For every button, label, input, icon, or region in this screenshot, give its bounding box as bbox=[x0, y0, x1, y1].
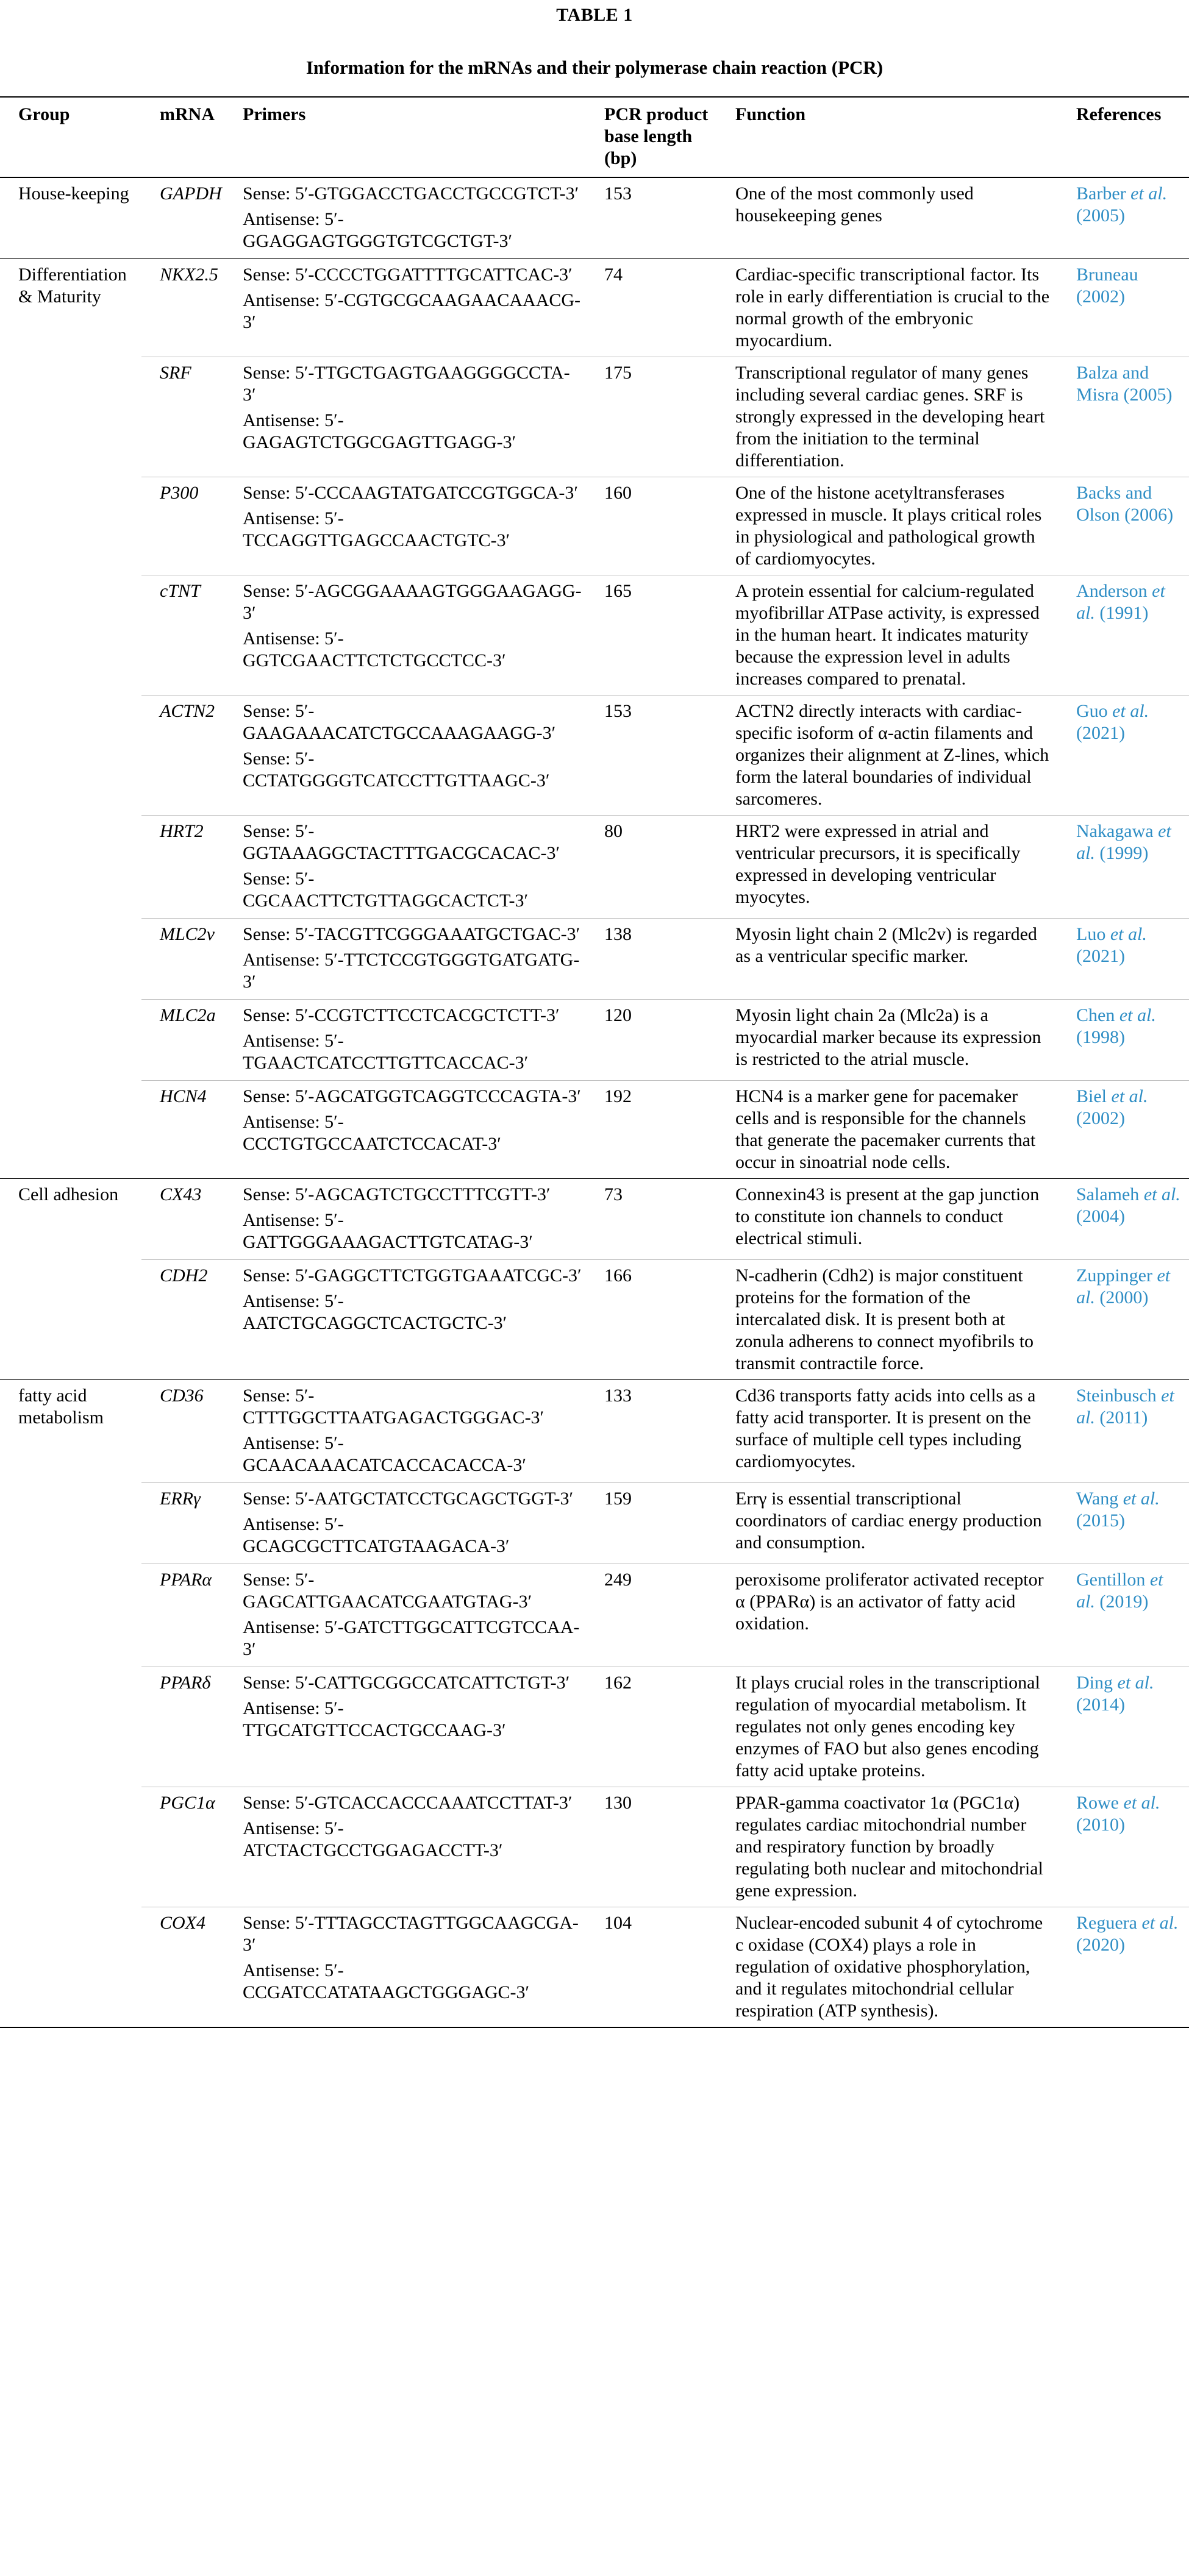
table-row bbox=[0, 1081, 1189, 1179]
reference-link[interactable] bbox=[1058, 1260, 1189, 1380]
ref-author: Steinbusch bbox=[1076, 1386, 1162, 1406]
group-cell bbox=[0, 696, 141, 816]
function-cell: One of the most commonly used housekeeping genes bbox=[717, 177, 1058, 259]
ref-author: Reguera bbox=[1076, 1913, 1142, 1933]
sense-primer: Sense: 5′-TACGTTCGGGAAATGCTGAC-3′ bbox=[243, 924, 580, 944]
table-row bbox=[0, 919, 1189, 1000]
ref-etal: et al. bbox=[1111, 1086, 1148, 1106]
pcr-length-cell: 166 bbox=[586, 1260, 717, 1380]
ref-etal: et al. bbox=[1117, 1673, 1154, 1693]
mrna-cell: HCN4 bbox=[141, 1081, 224, 1179]
group-cell: fatty acid metabolism bbox=[0, 1380, 141, 1483]
sense-primer: Sense: 5′-GGTAAAGGCTACTTTGACGCACAC-3′ bbox=[243, 821, 560, 863]
primers-cell bbox=[224, 1380, 586, 1483]
pcr-length-cell: 73 bbox=[586, 1179, 717, 1260]
sense-primer: Sense: 5′-GAGCATTGAACATCGAATGTAG-3′ bbox=[243, 1570, 532, 1612]
sense-primer: Sense: 5′-CATTGCGGCCATCATTCTGT-3′ bbox=[243, 1673, 570, 1693]
function-cell: N-cadherin (Cdh2) is major constituent proteins for the formation of the intercalated disk. It is present both at zonula adherens to connect myofibrils to transmit contractile force. bbox=[717, 1260, 1058, 1380]
ref-author: Guo bbox=[1076, 701, 1113, 721]
function-cell: HRT2 were expressed in atrial and ventricular precursors, it is specifically expressed in developing ventricular myocytes. bbox=[717, 816, 1058, 919]
group-cell bbox=[0, 1907, 141, 2028]
sense-primer: Sense: 5′-CTTTGGCTTAATGAGACTGGGAC-3′ bbox=[243, 1386, 545, 1428]
mrna-cell: CD36 bbox=[141, 1380, 224, 1483]
reference-link[interactable] bbox=[1058, 1000, 1189, 1081]
primers-cell bbox=[224, 177, 586, 259]
mrna-cell: ERRγ bbox=[141, 1483, 224, 1564]
pcr-length-cell: 162 bbox=[586, 1667, 717, 1787]
ref-etal: et al. bbox=[1130, 183, 1168, 204]
primers-cell bbox=[224, 1179, 586, 1260]
antisense-primer: Antisense: 5′-CCGATCCATATAAGCTGGGAGC-3′ bbox=[243, 1960, 530, 2002]
pcr-length-cell: 133 bbox=[586, 1380, 717, 1483]
pcr-length-cell: 120 bbox=[586, 1000, 717, 1081]
mrna-cell: PPARδ bbox=[141, 1667, 224, 1787]
pcr-length-cell: 159 bbox=[586, 1483, 717, 1564]
pcr-length-cell: 165 bbox=[586, 575, 717, 696]
ref-author: Salameh bbox=[1076, 1184, 1144, 1204]
ref-year: (2015) bbox=[1076, 1510, 1125, 1531]
ref-author: Biel bbox=[1076, 1086, 1112, 1106]
ref-etal: et al. bbox=[1110, 924, 1147, 944]
reference-link[interactable] bbox=[1058, 1380, 1189, 1483]
reference-link[interactable] bbox=[1058, 1667, 1189, 1787]
reference-link[interactable] bbox=[1058, 696, 1189, 816]
ref-author: Ding bbox=[1076, 1673, 1118, 1693]
mrna-cell: PGC1α bbox=[141, 1787, 224, 1907]
primers-cell bbox=[224, 919, 586, 1000]
ref-author: Gentillon bbox=[1076, 1570, 1150, 1590]
function-cell: Connexin43 is present at the gap junction to constitute ion channels to conduct electrical stimuli. bbox=[717, 1179, 1058, 1260]
ref-year: (2002) bbox=[1076, 1108, 1125, 1128]
pcr-length-cell: 153 bbox=[586, 177, 717, 259]
antisense-primer: Antisense: 5′-GGTCGAACTTCTCTGCCTCC-3′ bbox=[243, 628, 506, 671]
group-cell bbox=[0, 1564, 141, 1667]
group-cell: Cell adhesion bbox=[0, 1179, 141, 1260]
function-cell: It plays crucial roles in the transcriptional regulation of myocardial metabolism. It regulates not only genes encoding key enzymes of FAO but also genes encoding fatty acid uptake proteins. bbox=[717, 1667, 1058, 1787]
ref-year: (2004) bbox=[1076, 1206, 1125, 1226]
header-pcr-length: PCR product base length (bp) bbox=[604, 104, 709, 168]
ref-year: (2021) bbox=[1076, 723, 1125, 743]
pcr-length-cell: 130 bbox=[586, 1787, 717, 1907]
primers-cell bbox=[224, 696, 586, 816]
ref-etal: et al. bbox=[1076, 581, 1165, 623]
table-row bbox=[0, 1179, 1189, 1260]
ref-etal: et al. bbox=[1112, 701, 1149, 721]
antisense-primer: Antisense: 5′-TGAACTCATCCTTGTTCACCAC-3′ bbox=[243, 1031, 529, 1073]
function-cell: HCN4 is a marker gene for pacemaker cells and is responsible for the channels that generate the pacemaker currents that occur in sinoatrial node cells. bbox=[717, 1081, 1058, 1179]
pcr-length-cell: 160 bbox=[586, 477, 717, 575]
ref-year: (2010) bbox=[1076, 1815, 1125, 1835]
reference-link[interactable] bbox=[1058, 259, 1189, 357]
mrna-pcr-table bbox=[0, 96, 1189, 2028]
ref-year: (2020) bbox=[1076, 1935, 1125, 1955]
table-row bbox=[0, 357, 1189, 477]
primers-cell bbox=[224, 575, 586, 696]
antisense-primer: Antisense: 5′-TTCTCCGTGGGTGATGATG-3′ bbox=[243, 950, 580, 992]
function-cell: ACTN2 directly interacts with cardiac-specific isoform of α-actin filaments and organizes their alignment at Z-lines, which form the lateral boundaries of individual sarcomeres. bbox=[717, 696, 1058, 816]
pcr-length-cell: 192 bbox=[586, 1081, 717, 1179]
ref-author: Wang bbox=[1076, 1489, 1123, 1509]
antisense-primer: Antisense: 5′-GCAACAAACATCACCACACCA-3′ bbox=[243, 1433, 526, 1475]
mrna-cell: CDH2 bbox=[141, 1260, 224, 1380]
header-mrna: mRNA bbox=[160, 104, 215, 124]
reference-link[interactable] bbox=[1058, 1179, 1189, 1260]
sense-primer: Sense: 5′-AGCATGGTCAGGTCCCAGTA-3′ bbox=[243, 1086, 581, 1106]
antisense-primer: Antisense: 5′-GCAGCGCTTCATGTAAGACA-3′ bbox=[243, 1514, 510, 1556]
reference-link[interactable] bbox=[1058, 1081, 1189, 1179]
primers-cell bbox=[224, 1000, 586, 1081]
ref-etal: et al. bbox=[1123, 1489, 1160, 1509]
ref-year: (1998) bbox=[1076, 1027, 1125, 1047]
group-cell bbox=[0, 919, 141, 1000]
reference-link[interactable] bbox=[1058, 177, 1189, 259]
antisense-primer: Sense: 5′-CGCAACTTCTGTTAGGCACTCT-3′ bbox=[243, 869, 529, 911]
table-row bbox=[0, 177, 1189, 259]
ref-etal: et al. bbox=[1076, 1570, 1163, 1612]
table-label: TABLE 1 bbox=[556, 5, 633, 25]
ref-author: Rowe bbox=[1076, 1793, 1124, 1813]
ref-author: Chen bbox=[1076, 1005, 1119, 1025]
sense-primer: Sense: 5′-CCCCTGGATTTTGCATTCAC-3′ bbox=[243, 265, 573, 285]
sense-primer: Sense: 5′-TTGCTGAGTGAAGGGGCCTA-3′ bbox=[243, 363, 570, 405]
antisense-primer: Antisense: 5′-GAGAGTCTGGCGAGTTGAGG-3′ bbox=[243, 410, 516, 452]
sense-primer: Sense: 5′-GAAGAAACATCTGCCAAAGAAGG-3′ bbox=[243, 701, 556, 743]
function-cell: Cardiac-specific transcriptional factor. Its role in early differentiation is crucial to the normal growth of the embryonic myocardium. bbox=[717, 259, 1058, 357]
group-cell bbox=[0, 1667, 141, 1787]
table-row bbox=[0, 477, 1189, 575]
ref-etal: et al. bbox=[1123, 1793, 1160, 1813]
table-header-row bbox=[0, 97, 1189, 177]
ref-year: (2011) bbox=[1094, 1407, 1148, 1428]
primers-cell bbox=[224, 1667, 586, 1787]
mrna-cell: GAPDH bbox=[141, 177, 224, 259]
ref-etal: et al. bbox=[1076, 1265, 1171, 1308]
table-row bbox=[0, 259, 1189, 357]
table-row bbox=[0, 816, 1189, 919]
reference-link[interactable] bbox=[1058, 575, 1189, 696]
sense-primer: Sense: 5′-AGCGGAAAAGTGGGAAGAGG-3′ bbox=[243, 581, 582, 623]
reference-link[interactable] bbox=[1058, 816, 1189, 919]
group-cell: Differentiation & Maturity bbox=[0, 259, 141, 357]
reference-link[interactable] bbox=[1058, 1787, 1189, 1907]
antisense-primer: Antisense: 5′-TCCAGGTTGAGCCAACTGTC-3′ bbox=[243, 508, 510, 550]
table-title: Information for the mRNAs and their polymerase chain reaction (PCR) bbox=[305, 57, 884, 78]
sense-primer: Sense: 5′-AATGCTATCCTGCAGCTGGT-3′ bbox=[243, 1489, 574, 1509]
ref-year: (1991) bbox=[1094, 603, 1149, 623]
group-cell bbox=[0, 575, 141, 696]
mrna-cell: PPARα bbox=[141, 1564, 224, 1667]
table-row bbox=[0, 1000, 1189, 1081]
ref-author: Balza and Misra (2005) bbox=[1076, 363, 1173, 405]
primers-cell bbox=[224, 1483, 586, 1564]
group-cell bbox=[0, 1081, 141, 1179]
header-function: Function bbox=[735, 104, 806, 124]
pcr-length-cell: 153 bbox=[586, 696, 717, 816]
ref-etal: et al. bbox=[1076, 1386, 1174, 1428]
header-references: References bbox=[1076, 104, 1162, 124]
group-cell bbox=[0, 1000, 141, 1081]
antisense-primer: Sense: 5′-CCTATGGGGTCATCCTTGTTAAGC-3′ bbox=[243, 749, 550, 791]
primers-cell bbox=[224, 477, 586, 575]
pcr-length-cell: 138 bbox=[586, 919, 717, 1000]
mrna-cell: MLC2v bbox=[141, 919, 224, 1000]
antisense-primer: Antisense: 5′-AATCTGCAGGCTCACTGCTC-3′ bbox=[243, 1291, 507, 1333]
pcr-length-cell: 249 bbox=[586, 1564, 717, 1667]
ref-year: (2021) bbox=[1076, 946, 1125, 966]
table-row bbox=[0, 575, 1189, 696]
function-cell: A protein essential for calcium-regulated myofibrillar ATPase activity, is expressed in the human heart. It indicates maturity because the expression level in adults increases compared to prenatal. bbox=[717, 575, 1058, 696]
reference-link[interactable] bbox=[1058, 1483, 1189, 1564]
pcr-length-cell: 80 bbox=[586, 816, 717, 919]
sense-primer: Sense: 5′-GAGGCTTCTGGTGAAATCGC-3′ bbox=[243, 1265, 582, 1286]
pcr-length-cell: 74 bbox=[586, 259, 717, 357]
header-group: Group bbox=[18, 104, 70, 124]
group-cell bbox=[0, 816, 141, 919]
ref-author: Zuppinger bbox=[1076, 1265, 1157, 1286]
mrna-cell: ACTN2 bbox=[141, 696, 224, 816]
primers-cell bbox=[224, 1787, 586, 1907]
ref-etal: et al. bbox=[1076, 821, 1171, 863]
ref-year: (1999) bbox=[1094, 843, 1149, 863]
primers-cell bbox=[224, 1260, 586, 1380]
header-primers: Primers bbox=[243, 104, 306, 124]
ref-author: Bruneau (2002) bbox=[1076, 265, 1138, 307]
table-body bbox=[0, 177, 1189, 2027]
ref-author: Luo bbox=[1076, 924, 1110, 944]
table-row bbox=[0, 1380, 1189, 1483]
reference-link[interactable] bbox=[1058, 1907, 1189, 2028]
sense-primer: Sense: 5′-TTTAGCCTAGTTGGCAAGCGA-3′ bbox=[243, 1913, 579, 1955]
ref-author: Anderson bbox=[1076, 581, 1152, 601]
table-row bbox=[0, 1907, 1189, 2028]
antisense-primer: Antisense: 5′-GATTGGGAAAGACTTGTCATAG-3′ bbox=[243, 1210, 533, 1252]
sense-primer: Sense: 5′-GTCACCACCCAAATCCTTAT-3′ bbox=[243, 1793, 573, 1813]
reference-link[interactable] bbox=[1058, 919, 1189, 1000]
antisense-primer: Antisense: 5′-GATCTTGGCATTCGTCCAA-3′ bbox=[243, 1617, 580, 1659]
mrna-cell: MLC2a bbox=[141, 1000, 224, 1081]
function-cell: Nuclear-encoded subunit 4 of cytochrome c oxidase (COX4) plays a role in regulation of oxidative phosphorylation, and it regulates mitochondrial cellular respiration (ATP synthesis). bbox=[717, 1907, 1058, 2028]
antisense-primer: Antisense: 5′-CCCTGTGCCAATCTCCACAT-3′ bbox=[243, 1112, 501, 1154]
table-row bbox=[0, 1483, 1189, 1564]
ref-year: (2014) bbox=[1076, 1695, 1125, 1715]
group-cell: House-keeping bbox=[0, 177, 141, 259]
ref-author: Backs and Olson (2006) bbox=[1076, 483, 1174, 525]
group-cell bbox=[0, 477, 141, 575]
ref-year: (2005) bbox=[1076, 205, 1125, 226]
mrna-cell: CX43 bbox=[141, 1179, 224, 1260]
table-row bbox=[0, 1667, 1189, 1787]
reference-link[interactable] bbox=[1058, 477, 1189, 575]
primers-cell bbox=[224, 357, 586, 477]
group-cell bbox=[0, 1787, 141, 1907]
ref-year: (2000) bbox=[1094, 1287, 1149, 1308]
mrna-cell: SRF bbox=[141, 357, 224, 477]
mrna-cell: cTNT bbox=[141, 575, 224, 696]
ref-author: Barber bbox=[1076, 183, 1131, 204]
function-cell: PPAR-gamma coactivator 1α (PGC1α) regulates cardiac mitochondrial number and respiratory function by broadly regulating both nuclear and mitochondrial gene expression. bbox=[717, 1787, 1058, 1907]
function-cell: Transcriptional regulator of many genes including several cardiac genes. SRF is strongly expressed in the developing heart from the initiation to the terminal differentiation. bbox=[717, 357, 1058, 477]
ref-etal: et al. bbox=[1143, 1184, 1180, 1204]
ref-etal: et al. bbox=[1119, 1005, 1156, 1025]
table-row bbox=[0, 1564, 1189, 1667]
group-cell bbox=[0, 1260, 141, 1380]
mrna-cell: COX4 bbox=[141, 1907, 224, 2028]
function-cell: Cd36 transports fatty acids into cells as a fatty acid transporter. It is present on the surface of multiple cell types including cardiomyocytes. bbox=[717, 1380, 1058, 1483]
antisense-primer: Antisense: 5′-TTGCATGTTCCACTGCCAAG-3′ bbox=[243, 1698, 506, 1740]
group-cell bbox=[0, 357, 141, 477]
function-cell: peroxisome proliferator activated receptor α (PPARα) is an activator of fatty acid oxidation. bbox=[717, 1564, 1058, 1667]
function-cell: One of the histone acetyltransferases expressed in muscle. It plays critical roles in physiological and pathological growth of cardiomyocytes. bbox=[717, 477, 1058, 575]
mrna-cell: P300 bbox=[141, 477, 224, 575]
ref-etal: et al. bbox=[1141, 1913, 1179, 1933]
sense-primer: Sense: 5′-CCGTCTTCCTCACGCTCTT-3′ bbox=[243, 1005, 560, 1025]
pcr-length-cell: 104 bbox=[586, 1907, 717, 2028]
mrna-cell: NKX2.5 bbox=[141, 259, 224, 357]
table-row bbox=[0, 1260, 1189, 1380]
primers-cell bbox=[224, 1081, 586, 1179]
table-row bbox=[0, 1787, 1189, 1907]
pcr-length-cell: 175 bbox=[586, 357, 717, 477]
sense-primer: Sense: 5′-AGCAGTCTGCCTTTCGTT-3′ bbox=[243, 1184, 551, 1204]
primers-cell bbox=[224, 259, 586, 357]
sense-primer: Sense: 5′-GTGGACCTGACCTGCCGTCT-3′ bbox=[243, 183, 579, 204]
group-cell bbox=[0, 1483, 141, 1564]
function-cell: Errγ is essential transcriptional coordinators of cardiac energy production and consumption. bbox=[717, 1483, 1058, 1564]
table-row bbox=[0, 696, 1189, 816]
antisense-primer: Antisense: 5′-CGTGCGCAAGAACAAACG-3′ bbox=[243, 290, 581, 332]
ref-author: Nakagawa bbox=[1076, 821, 1159, 841]
antisense-primer: Antisense: 5′-ATCTACTGCCTGGAGACCTT-3′ bbox=[243, 1818, 503, 1860]
primers-cell bbox=[224, 1564, 586, 1667]
sense-primer: Sense: 5′-CCCAAGTATGATCCGTGGCA-3′ bbox=[243, 483, 578, 503]
primers-cell bbox=[224, 1907, 586, 2028]
function-cell: Myosin light chain 2 (Mlc2v) is regarded as a ventricular specific marker. bbox=[717, 919, 1058, 1000]
mrna-cell: HRT2 bbox=[141, 816, 224, 919]
ref-year: (2019) bbox=[1094, 1592, 1149, 1612]
function-cell: Myosin light chain 2a (Mlc2a) is a myocardial marker because its expression is restricted to the atrial muscle. bbox=[717, 1000, 1058, 1081]
primers-cell bbox=[224, 816, 586, 919]
reference-link[interactable] bbox=[1058, 1564, 1189, 1667]
antisense-primer: Antisense: 5′-GGAGGAGTGGGTGTCGCTGT-3′ bbox=[243, 209, 513, 251]
reference-link[interactable] bbox=[1058, 357, 1189, 477]
